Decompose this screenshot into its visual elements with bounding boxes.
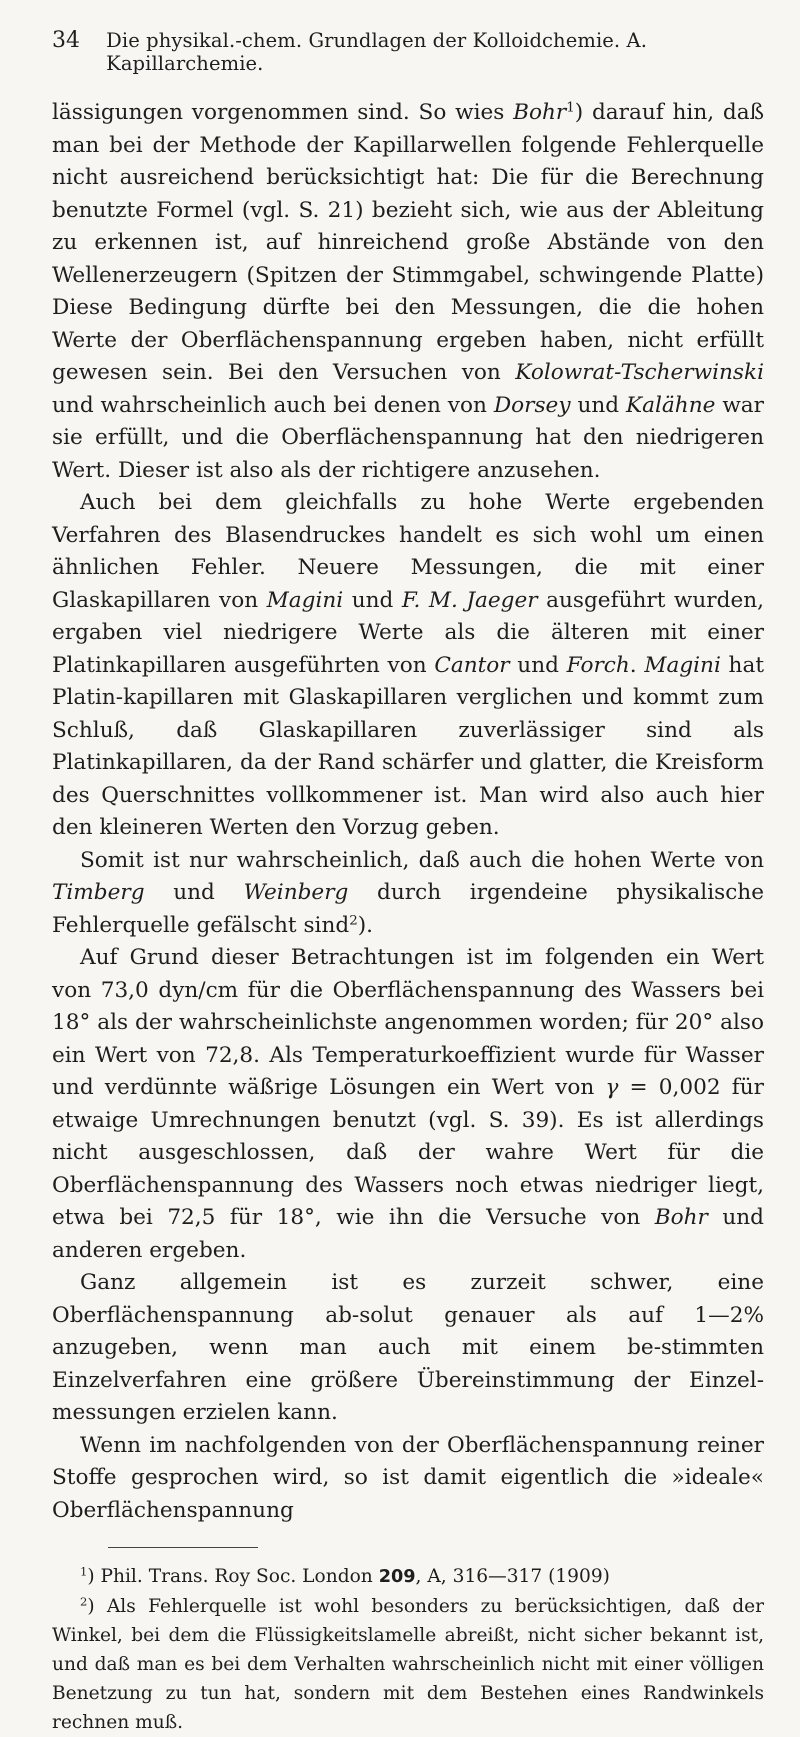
paragraph-6: Wenn im nachfolgenden von der Oberflächenspannung reiner Stoffe gesprochen wird, so ist damit eigentlich die »ideale« Oberflächenspannung [52, 1432, 764, 1523]
author-name: F. M. Jaeger [401, 587, 538, 613]
footnote-divider [108, 1547, 258, 1548]
page-number: 34 [52, 28, 80, 53]
paragraph-5: Ganz allgemein ist es zurzeit schwer, eine Oberflächenspannung ab-solut genauer als auf 1—2% anzugeben, wenn man auch mit einem be-stimmten Einzelverfahren eine größere Übereinstimmung der Einzel-messungen erzielen kann. [52, 1270, 764, 1425]
author-name: Kalähne [626, 392, 716, 418]
footnote-ref: 1 [566, 100, 575, 116]
author-name: Dorsey [493, 392, 571, 418]
running-header [52, 28, 764, 75]
footnote-mark: 2 [80, 1594, 88, 1609]
paragraph-2: Auch bei dem gleichfalls zu hohe Werte ergebenden Verfahren des Blasendruckes handelt es sich wohl um einen ähnlichen Fehler. Neuere Messungen, die mit einer Glaskapillaren von Magini und F. M. Jaeger ausgeführt wurden, ergaben viel niedrigere Werte als die älteren mit einer Platinkapillaren ausgeführten von Cantor und Forch. Magini hat Platin-kapillaren mit Glaskapillaren verglichen und kommt zum Schluß, daß Glaskapillaren zuverlässiger sind als Platinkapillaren, da der Rand schärfer und glatter, die Kreisform des Querschnittes vollkommener ist. Man wird also auch hier den kleineren Werten den Vorzug geben. [52, 490, 765, 840]
paragraph-3: Somit ist nur wahrscheinlich, daß auch die hohen Werte von Timberg und Weinberg durch irgendeine physikalische Fehlerquelle gefälscht sind$^2$). [52, 847, 764, 938]
author-name: Bohr [654, 1205, 708, 1230]
author-name: Magini [644, 652, 721, 678]
author-name: Kolowrat-Tscherwinski [515, 360, 764, 385]
author-name: Weinberg [243, 880, 349, 905]
paragraph-4: Auf Grund dieser Betrachtungen ist im folgenden ein Wert von 73,0 dyn/cm für die Oberflächenspannung des Wassers bei 18° als der wahrscheinlichste angenommen worden; für 20° also ein Wert von 72,8. Als Temperaturkoeffizient wurde für Wasser und verdünnte wäßrige Lösungen ein Wert von γ = 0,002 für etwaige Umrechnungen benutzt (vgl. S. 39). Es ist allerdings nicht ausgeschlossen, daß der wahre Wert für die Oberflächenspannung des Wassers noch etwas niedriger liegt, etwa bei 72,5 für 18°, wie ihn die Versuche von Bohr und anderen ergeben. [52, 945, 764, 1263]
author-name: Forch [566, 652, 630, 678]
footnote-ref: 2 [349, 913, 358, 929]
author-name: Cantor [434, 652, 510, 678]
author-name: Magini [266, 587, 344, 613]
author-name: Timberg [52, 880, 145, 905]
footnote-1: $^1$) Phil. Trans. Roy Soc. London 209, A, 316—317 (1909) [80, 1564, 610, 1587]
running-title: Die physikal.-chem. Grundlagen der Kolloidchemie. A. Kapillarchemie. [106, 29, 648, 75]
paragraph-1: lässigungen vorgenommen sind. So wies Bohr$^1$) darauf hin, daß man bei der Methode der Kapillarwellen folgende Fehlerquelle nicht ausreichend berücksichtigt hat: Die für die Berechnung benutzte Formel (vgl. S. 21) bezieht sich, wie aus der Ableitung zu erkennen ist, auf hinreichend große Abstände von den Wellenerzeugern (Spitzen der Stimmgabel, schwingende Platte) Diese Bedingung dürfte bei den Messungen, die die hohen Werte der Oberflächenspannung ergeben haben, nicht erfüllt gewesen sein. Bei den Versuchen von Kolowrat-Tscherwinski und wahrscheinlich auch bei denen von Dorsey und Kalähne war sie erfüllt, und die Oberflächenspannung hat den niedrigeren Wert. Dieser ist also als der richtigere anzusehen. [52, 100, 765, 483]
volume-number: 209 [378, 1567, 416, 1587]
gamma-symbol: γ [605, 1075, 619, 1100]
author-name: Bohr [513, 100, 567, 125]
footnote-mark: 1 [80, 1564, 88, 1579]
footnote-2: $^2$) Als Fehlerquelle ist wohl besonders zu berücksichtigen, daß der Winkel, bei dem die Flüssigkeitslamelle abreißt, nicht sicher bekannt ist, und daß man es bei dem Verhalten wahrscheinlich nicht mit einer völligen Benetzung zu tun hat, sondern mit dem Bestehen eines Randwinkels rechnen muß. [52, 1594, 764, 1733]
